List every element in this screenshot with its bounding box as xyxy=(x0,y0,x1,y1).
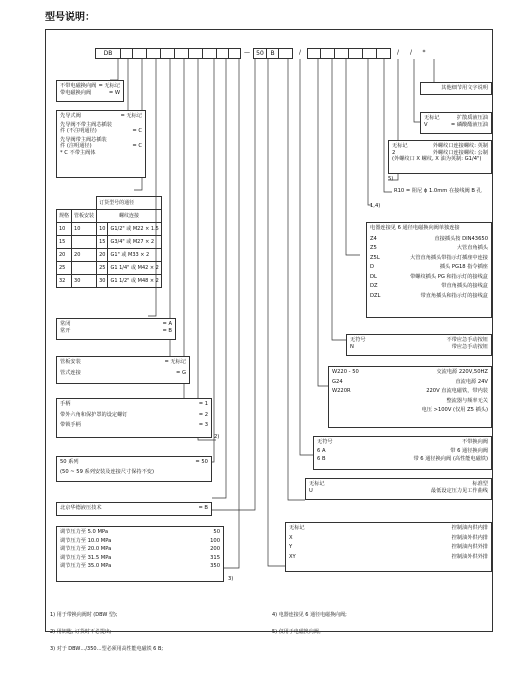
detail-note: 其他细节用文字说明 xyxy=(441,85,488,91)
table-caption: 订货型号的通径 xyxy=(97,197,162,210)
option-desc: 手柄 xyxy=(60,401,71,407)
option-desc: 调节压力至 20.0 MPa xyxy=(60,546,112,552)
standard-box xyxy=(305,478,492,500)
option-desc: 控制油外供内排 xyxy=(451,534,488,541)
table-cell: G1 1/2" 或 M48 × 2 xyxy=(108,275,162,288)
table-cell: G3/4" 或 M27 × 2 xyxy=(108,236,162,249)
option-desc: 外螺纹口连接螺纹: 英制 xyxy=(432,143,488,149)
code-cell: DB xyxy=(95,48,121,59)
option-code: Z5 xyxy=(370,245,377,251)
option-desc: 50 系列 xyxy=(60,459,79,465)
option-code: D xyxy=(370,264,374,270)
thread-option-box xyxy=(388,140,492,174)
option-desc: 带螺纹插头 PG 和指示灯的接线盒 xyxy=(410,273,488,280)
option-code: = B xyxy=(162,327,172,334)
option-desc: 常闭 xyxy=(60,321,71,327)
code-slash: / xyxy=(409,49,413,56)
option-desc: 管式连接 xyxy=(60,369,81,376)
option-desc: 直接插头按 DIN43650 xyxy=(434,235,488,242)
option-code: X xyxy=(289,534,293,541)
table-cell: 20 xyxy=(57,249,72,262)
table-cell: 30 xyxy=(97,275,108,288)
option-code: Z4 xyxy=(370,235,377,242)
option-code: U xyxy=(309,487,313,494)
page-title: 型号说明： xyxy=(45,12,95,23)
code-asterisk: * xyxy=(422,49,426,56)
detail-note-box xyxy=(420,82,492,95)
option-code: XY xyxy=(289,553,296,560)
option-desc: 调节压力至 5.0 MPa xyxy=(60,529,109,535)
table-row xyxy=(57,223,162,236)
option-desc: 外螺纹口连接螺纹: 公制 xyxy=(432,149,488,156)
option-desc: = 磷酸酯液压油 xyxy=(450,121,488,128)
option-code: = A xyxy=(162,321,172,327)
table-row xyxy=(57,275,162,288)
option-code: 6 B xyxy=(317,456,326,462)
option-desc: 控制油内供外排 xyxy=(451,544,488,550)
option-desc: 常开 xyxy=(60,327,71,334)
table-header: 规格 xyxy=(57,210,72,223)
option-desc: 电压 >100V (仅用 Z5 插头) xyxy=(421,407,488,413)
option-desc: 220V 直流电磁铁，带内装 xyxy=(426,388,488,394)
option-desc: 不带电磁换向阀 xyxy=(60,83,97,89)
solenoid-box xyxy=(313,436,492,470)
fluid-option-box xyxy=(420,112,492,134)
option-desc: 整流器与频率无关 xyxy=(446,397,488,404)
option-code: 50 xyxy=(213,529,220,535)
footnote-4: 4) 电器连接见 6 通径电磁换向阀; xyxy=(272,612,347,618)
table-cell: 10 xyxy=(97,223,108,236)
manual-override-box xyxy=(346,334,492,356)
option-desc: 带直角插头和指示灯的接线盒 xyxy=(420,292,488,299)
table-cell: 10 xyxy=(72,223,97,236)
footnote-ref: 3) xyxy=(228,576,234,582)
code-slash: / xyxy=(298,49,302,56)
option-code: W220R xyxy=(332,388,351,394)
option-code: 200 xyxy=(210,546,220,552)
option-code: N xyxy=(350,343,354,350)
table-cell xyxy=(72,236,97,249)
option-desc: 先导式阀 xyxy=(60,113,81,119)
table-cell: 30 xyxy=(72,275,97,288)
option-code: 无标记 xyxy=(392,143,408,149)
open-closed-box xyxy=(56,318,176,340)
option-code: = 3 xyxy=(198,422,208,428)
series-box xyxy=(56,456,212,482)
option-code: 315 xyxy=(210,554,220,561)
option-code: = G xyxy=(175,369,186,376)
option-code: Y xyxy=(289,544,293,550)
size-table xyxy=(56,196,162,288)
option-desc: 带直角插头的接线盒 xyxy=(441,283,488,289)
option-desc: 带外六角和保护罩的设定螺钉 xyxy=(60,411,128,418)
mounting-box xyxy=(56,356,190,384)
option-code: DZL xyxy=(370,292,381,299)
damping-note: R10 = 阻尼 ϕ 1.0mm 在接线阀 B 孔 xyxy=(394,188,482,194)
option-desc: 件 (注明通径) xyxy=(60,143,92,149)
option-desc: * C 不带主阀体 xyxy=(60,149,96,156)
option-desc: 交流电源 220V,50HZ xyxy=(436,369,488,375)
option-desc: 扩散质液压油 xyxy=(456,115,488,121)
voltage-box xyxy=(328,366,492,428)
option-code: 6 A xyxy=(317,447,326,454)
option-code: 无标记 xyxy=(424,115,440,121)
option-code: Z5L xyxy=(370,254,380,261)
table-cell: G1/2" 或 M22 × 1.5 xyxy=(108,223,162,236)
option-desc: 大管直角插头 xyxy=(456,245,488,251)
option-desc: 调节压力至 31.5 MPa xyxy=(60,554,112,561)
option-code: = B xyxy=(198,505,208,511)
pilot-type-box xyxy=(56,110,146,178)
option-desc: 带 6 通径换向阀 (高性能电磁铁) xyxy=(413,456,488,462)
option-desc: 北京华德液压技术 xyxy=(60,505,102,511)
table-header: 管板安装 xyxy=(72,210,97,223)
option-desc: 不带换向阀 xyxy=(462,439,488,445)
footnote-5: 5) 仅用于电磁换向阀。 xyxy=(272,629,324,635)
option-code: = 50 xyxy=(195,459,208,465)
option-desc: 带 6 通径换向阀 xyxy=(450,447,488,454)
option-desc: 最低设定压力见工作曲线 xyxy=(430,487,488,494)
table-header: 螺纹连接 xyxy=(97,210,162,223)
option-desc: 直流电源 24V xyxy=(455,378,488,385)
table-cell: 10 xyxy=(57,223,72,236)
option-desc: 先导阀带主阀芯插装 xyxy=(60,136,107,143)
footnote-3: 3) 对于 DBW…/350…型必须用高性能电磁铁 6 B; xyxy=(50,646,164,652)
table-cell: G1 1/4" 或 M42 × 2 xyxy=(108,262,162,275)
brand-box xyxy=(56,502,212,516)
adjustment-box xyxy=(56,398,212,438)
pressure-box xyxy=(56,526,224,582)
table-cell: 25 xyxy=(97,262,108,275)
option-code: DZ xyxy=(370,283,378,289)
pilot-oil-box xyxy=(285,522,492,572)
option-code: 无标记 xyxy=(309,481,325,487)
option-desc: 带应急手动按钮 xyxy=(451,343,488,350)
footnote-2: 2) 用钥匙, 订货时不必提出; xyxy=(50,629,112,635)
option-code: V xyxy=(424,121,428,128)
option-desc: 控制油内供内排 xyxy=(451,525,488,531)
table-cell: G1" 或 M33 × 2 xyxy=(108,249,162,262)
connector-head: 电器连接见 6 通径电磁换向阀单独连接 xyxy=(370,225,460,231)
option-code: = 无标记 xyxy=(120,113,142,119)
option-desc: 大管直角插头带指示灯插座中连接 xyxy=(410,254,488,261)
solenoid-valve-option-box xyxy=(56,80,124,102)
option-code: = W xyxy=(108,89,120,96)
option-desc: 不带应急手动按钮 xyxy=(446,337,488,343)
option-code: = 1 xyxy=(198,401,208,407)
option-code: = 2 xyxy=(198,411,208,418)
option-desc: (50 ~ 59 系列安装及连接尺寸保持不变) xyxy=(60,468,154,475)
option-desc: 标准型 xyxy=(472,481,488,487)
option-code: DL xyxy=(370,273,377,280)
table-row xyxy=(57,249,162,262)
option-desc: 管板安装 xyxy=(60,359,81,365)
code-cell: B xyxy=(267,48,279,59)
code-cell: 50 xyxy=(253,48,267,59)
table-row xyxy=(57,236,162,249)
code-dash: — xyxy=(244,49,250,56)
table-row xyxy=(57,262,162,275)
footnote-1: 1) 用于带换向阀时 (DBW 型); xyxy=(50,612,118,618)
option-desc: 先导阀不带主阀芯插装 xyxy=(60,121,112,128)
footnote-ref: 1,4) xyxy=(370,203,381,209)
option-code: 100 xyxy=(210,537,220,544)
option-desc: (外螺纹口 X 螺纹, X 油为英制: G1/4") xyxy=(392,156,482,162)
footnote-ref: 2) xyxy=(214,434,220,440)
option-code: 2 xyxy=(392,149,396,156)
option-desc: 控制油外供外排 xyxy=(451,553,488,560)
table-cell: 20 xyxy=(72,249,97,262)
table-cell: 25 xyxy=(57,262,72,275)
table-cell: 15 xyxy=(97,236,108,249)
table-cell: 15 xyxy=(57,236,72,249)
option-desc: 件 (不注明通径) xyxy=(60,128,97,134)
option-code: 无符号 xyxy=(350,337,366,343)
option-desc: 插头 PG18 指令插座 xyxy=(439,264,488,270)
table-cell xyxy=(72,262,97,275)
option-code: 350 xyxy=(210,563,220,569)
option-code: = C xyxy=(132,128,142,134)
option-desc: 带锁手柄 xyxy=(60,422,81,428)
option-desc: 带电磁换向阀 xyxy=(60,89,92,96)
option-desc: 调节压力至 35.0 MPa xyxy=(60,563,112,569)
footnote-ref: 5) xyxy=(388,176,394,182)
table-cell: 32 xyxy=(57,275,72,288)
option-code: = 无标记 xyxy=(98,83,120,89)
option-code: 无标记 xyxy=(289,525,305,531)
option-code: W220 - 50 xyxy=(332,369,359,375)
table-cell: 20 xyxy=(97,249,108,262)
option-code: = C xyxy=(132,143,142,149)
option-code: 无符号 xyxy=(317,439,333,445)
connector-box xyxy=(366,222,492,318)
option-desc: 调节压力至 10.0 MPa xyxy=(60,537,112,544)
option-code: = 无标记 xyxy=(164,359,186,365)
code-slash: / xyxy=(396,49,400,56)
option-code: G24 xyxy=(332,378,343,385)
